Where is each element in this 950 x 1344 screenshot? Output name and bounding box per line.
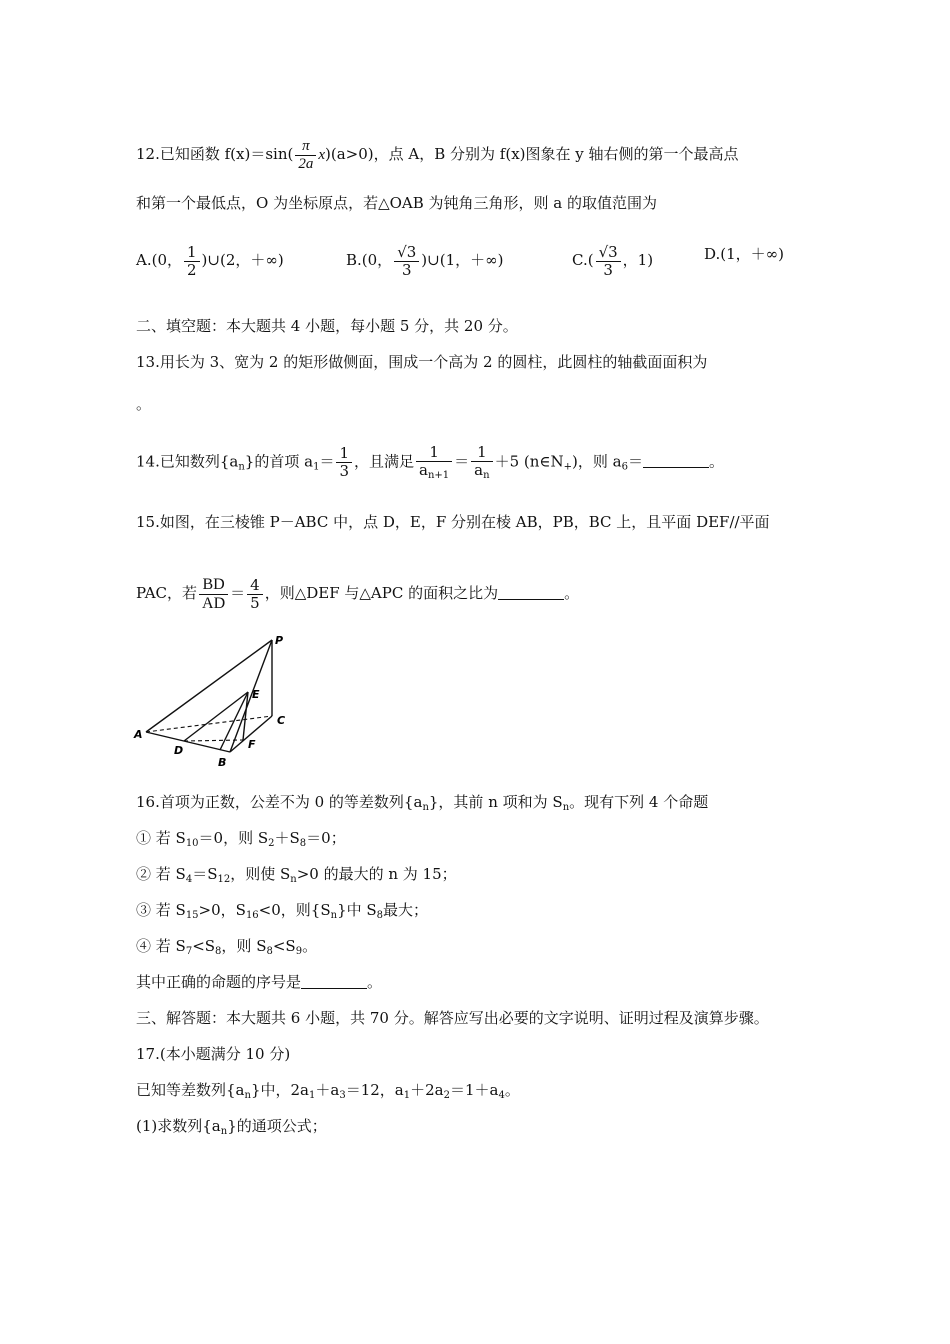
q13-line1: 13.用长为 3、宽为 2 的矩形做侧面，围成一个高为 2 的圆柱，此圆柱的轴截面面积为 (136, 353, 708, 371)
q12-option-d: D.(1，＋∞) (704, 245, 785, 263)
q16-line1: 16.首项为正数，公差不为 0 的等差数列$\{a_n\}$，其前 n 项和为 $S_n$。现有下列 4 个命题 (136, 793, 709, 813)
q16-proposition-2: ② 若 $S_4=S_{12}$，则使 $S_n>0$ 的最大的 n 为 15； (136, 865, 457, 885)
label-d: D (174, 744, 184, 757)
label-e: E (252, 688, 260, 701)
section-3-heading: 三、解答题：本大题共 6 小题，共 70 分。解答应写出必要的文字说明、证明过程及演算步骤。 (136, 1009, 769, 1027)
edge-ab (146, 732, 230, 752)
q16-proposition-4: ④ 若 $S_7<S_8$，则 $S_8<S_9$。 (136, 937, 318, 957)
q16-proposition-3: ③ 若 $S_{15}>0$，$S_{16}<0$，则$\{S_n\}$中 $S_8$最大； (136, 901, 429, 921)
q12-line2: 和第一个最低点，O 为坐标原点，若△OAB 为钝角三角形，则 a 的取值范围为 (136, 194, 658, 212)
label-b: B (218, 756, 227, 769)
q13-line2: 。 (136, 395, 152, 413)
q12-option-b: B.(0， $\frac{√3}{3}$ )∪(1，＋∞) (346, 243, 504, 279)
label-p: P (275, 634, 284, 647)
q15-answer-blank (498, 585, 564, 600)
q12-line1: 12.已知函数 f(x)＝sin( $\frac{\pi}{2a}$ x)(a>0)，点 A，B 分别为 f(x)图象在 y 轴右侧的第一个最高点 (136, 138, 739, 172)
q14-answer-blank (643, 453, 709, 468)
edge-de (184, 692, 248, 741)
q15-line1: 15.如图，在三棱锥 P－ABC 中，点 D，E，F 分别在棱 AB，PB，BC 上，且平面 DEF//平面 (136, 513, 770, 531)
q12-fraction: $\frac{\pi}{2a}$ (295, 138, 316, 172)
q12-option-c: C.( $\frac{√3}{3}$ ，1) (572, 243, 654, 279)
label-c: C (277, 714, 286, 727)
tetrahedron-figure (130, 632, 300, 770)
q16-answer-blank (301, 974, 367, 989)
q17-title: 17.(本小题满分 10 分) (136, 1045, 291, 1063)
section-2-heading: 二、填空题：本大题共 4 小题，每小题 5 分，共 20 分。 (136, 317, 518, 335)
q17-line1: 已知等差数列$\{a_n\}$中，$2a_1+a_3=12$，$a_1+2a_2=1+a_4$。 (136, 1081, 520, 1101)
q14-line: 14.已知数列$\{a_n\}$的首项 $a_1=$ $\frac{1}{3}$ ，且满足 $\frac{1}{a_{n+1}}$ ＝ $\frac{1}{a_n}$ ＋5 $(n\in N_+)$，则 $a_6=$ 。 (136, 443, 725, 481)
q16-answer-line: 其中正确的命题的序号是 。 (136, 973, 383, 991)
q17-line2: (1)求数列$\{a_n\}$的通项公式； (136, 1117, 327, 1137)
label-a: A (134, 728, 143, 741)
q16-proposition-1: ① 若 $S_{10}=0$，则 $S_2+S_8=0$； (136, 829, 346, 849)
label-f: F (248, 738, 256, 751)
edge-pb (230, 640, 272, 752)
q15-line2: PAC，若 $\frac{BD}{AD}$ ＝ $\frac{4}{5}$ ，则△DEF 与△APC 的面积之比为 。 (136, 576, 580, 612)
q12-option-a: A.(0， $\frac{1}{2}$ )∪(2，＋∞) (136, 243, 284, 279)
